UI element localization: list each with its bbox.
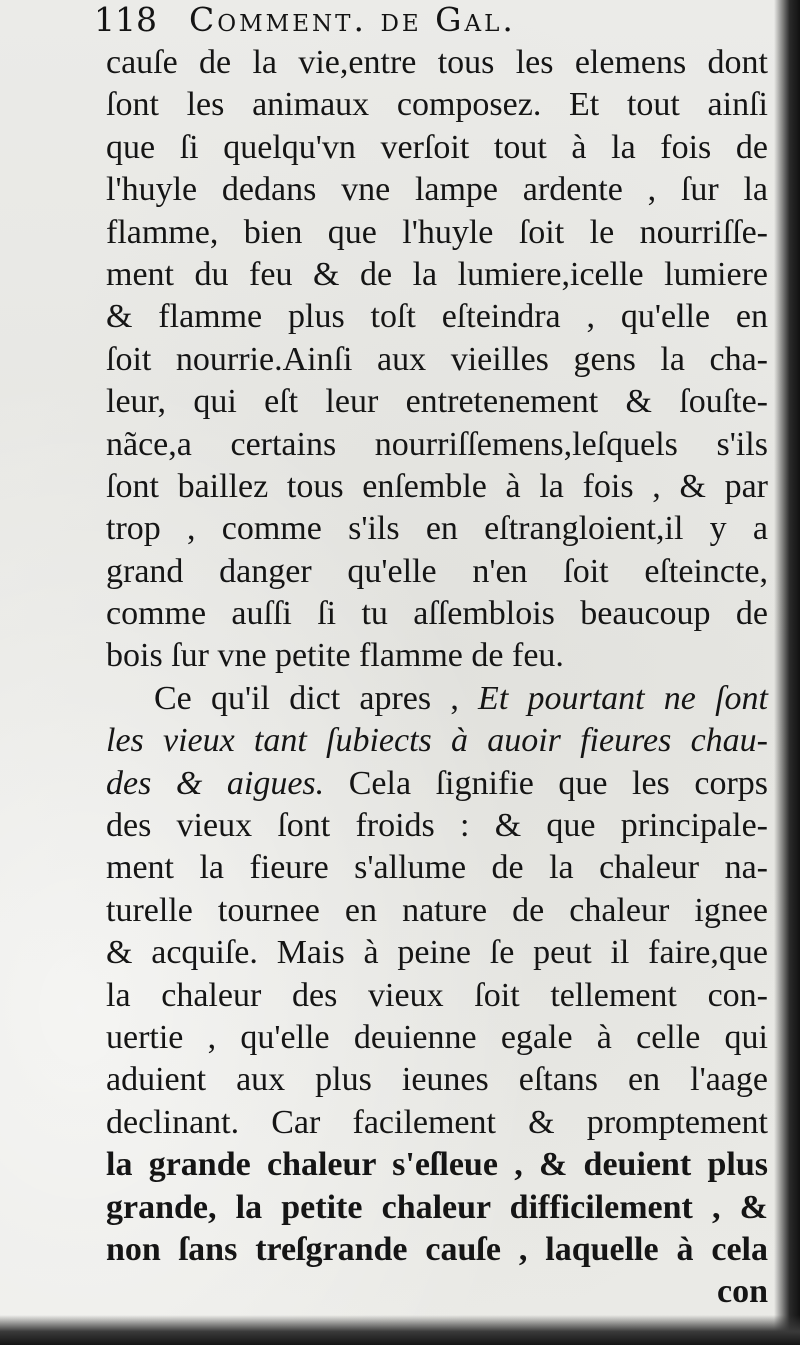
quotation-italic: Et pourtant ne ſont	[478, 679, 768, 717]
text-line: ment du feu & de la lumiere,icelle lumiere	[106, 255, 768, 293]
running-title: Comment. de Gal.	[189, 0, 516, 39]
text-line: cauſe de la vie,entre tous les elemens dont	[106, 44, 768, 81]
text-line: la grande chaleur s'eſleue , & deuient plus	[106, 1146, 768, 1184]
text-line: que ſi quelqu'vn verſoit tout à la fois de	[106, 128, 768, 166]
text-line: & acquiſe. Mais à peine ſe peut il faire,que	[106, 934, 768, 972]
paragraph-start-line	[106, 678, 768, 720]
text-line: la chaleur des vieux ſoit tellement con-	[106, 976, 768, 1014]
text-line: trop , comme s'ils en eſtrangloient,il y a	[106, 510, 768, 548]
text-line: uertie , qu'elle deuienne egale à celle qui	[106, 1018, 768, 1056]
text-line: bois ſur vne petite flamme de feu.	[106, 637, 564, 675]
text-line: leur, qui eſt leur entretenement & ſouſte-	[106, 383, 768, 421]
text-line: flamme, bien que l'huyle ſoit le nourriſſe-	[106, 213, 768, 251]
scan-edge-right	[774, 0, 800, 1345]
text-line: nãce,a certains nourriſſemens,leſquels s'ils	[106, 425, 768, 463]
text-roman: Ce qu'il dict apres ,	[154, 679, 479, 717]
text-line: grande, la petite chaleur difficilement , &	[106, 1188, 768, 1226]
body-text	[106, 42, 768, 1314]
text-line: non ſans treſgrande cauſe , laquelle à cela	[106, 1230, 768, 1268]
catchword: con	[717, 1273, 768, 1311]
text-line	[106, 763, 768, 805]
running-head	[94, 0, 754, 44]
text-line: & flamme plus toſt eſteindra , qu'elle en	[106, 298, 768, 336]
text-line: aduient aux plus ieunes eſtans en l'aage	[106, 1061, 768, 1099]
page-number: 118	[94, 0, 157, 39]
text-line: turelle tournee en nature de chaleur ignee	[106, 891, 768, 929]
text-line: ment la fieure s'allume de la chaleur na-	[106, 849, 768, 887]
text-line: des vieux ſont froids : & que principale-	[106, 807, 768, 845]
scan-edge-bottom	[0, 1315, 800, 1345]
quotation-italic: des & aigues.	[106, 764, 325, 802]
text-roman: Cela ſignifie que les corps	[324, 764, 768, 802]
text-line: grand danger qu'elle n'en ſoit eſteincte,	[106, 552, 768, 590]
text-line: l'huyle dedans vne lampe ardente , ſur la	[106, 171, 768, 209]
text-line: comme auſſi ſi tu aſſemblois beaucoup de	[106, 595, 768, 633]
text-line: ſoit nourrie.Ainſi aux vieilles gens la cha-	[106, 340, 768, 378]
text-line: declinant. Car facilement & promptement	[106, 1103, 768, 1141]
text-line: ſont les animaux composez. Et tout ainſi	[106, 86, 768, 124]
quotation-line: les vieux tant ſubiects à auoir fieures chau-	[106, 722, 768, 760]
text-line: ſont baillez tous enſemble à la fois , & par	[106, 467, 768, 505]
